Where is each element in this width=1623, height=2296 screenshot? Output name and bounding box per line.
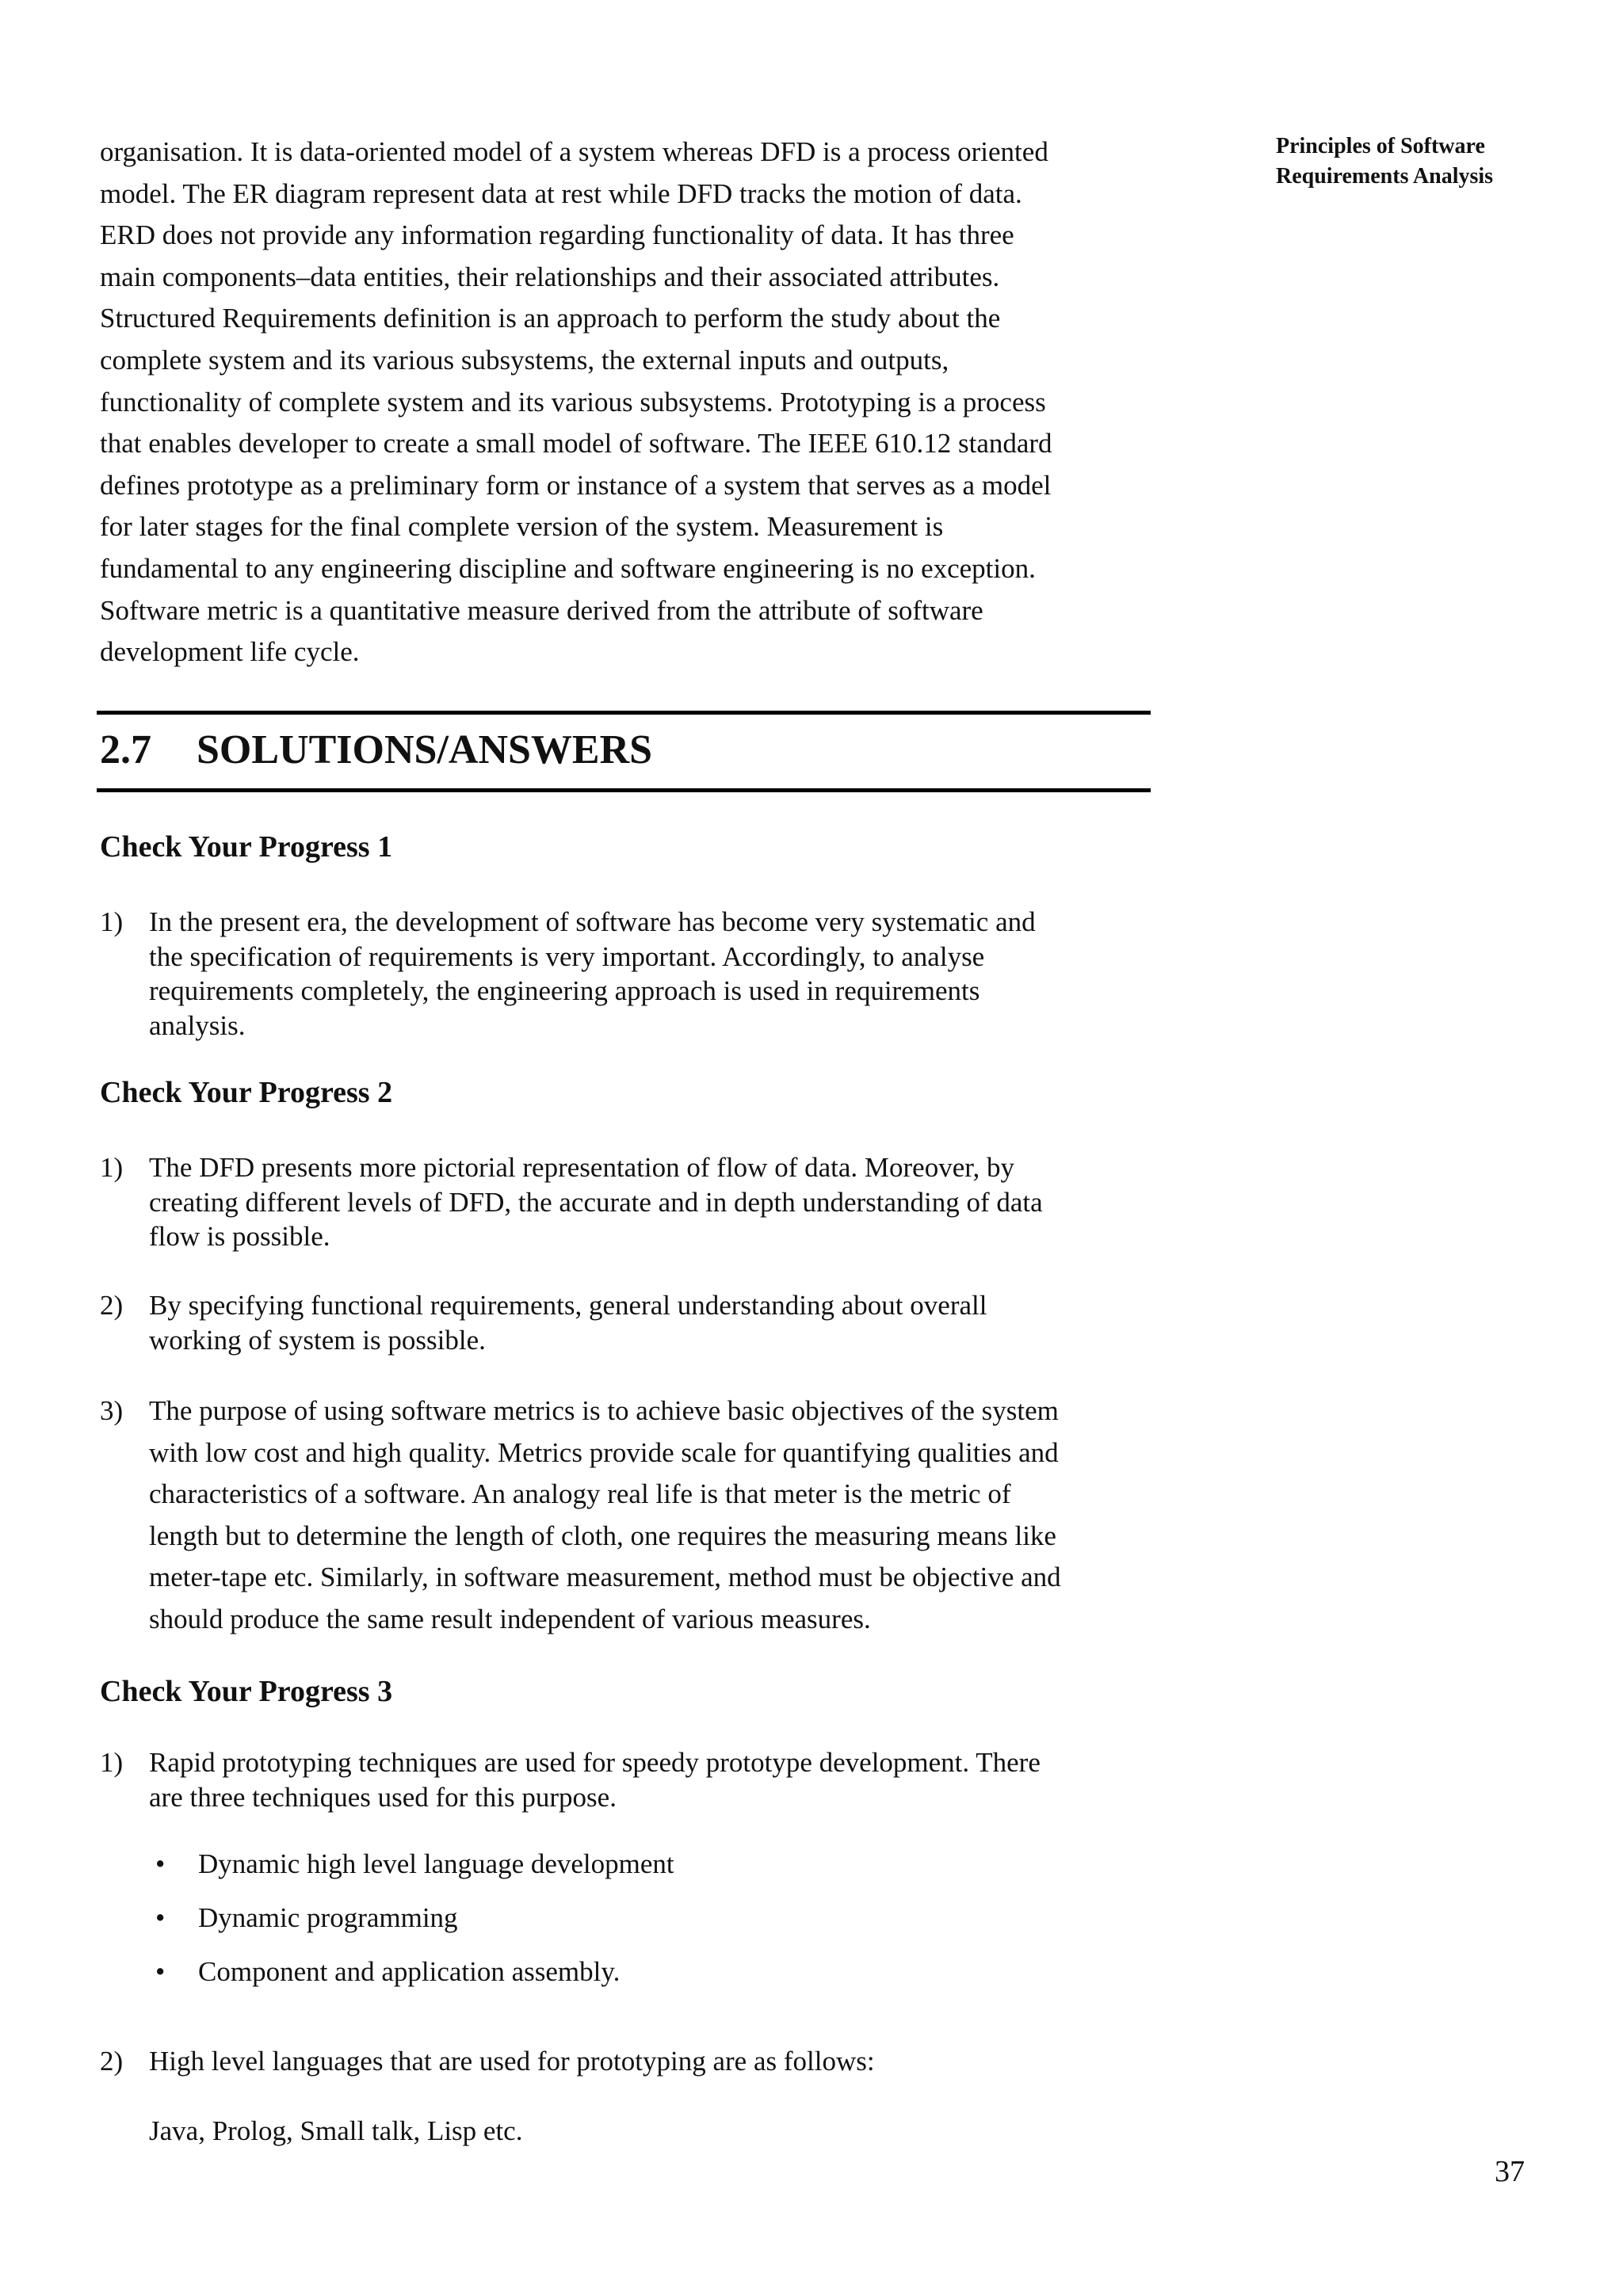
text-line: the specification of requirements is very important. Accordingly, to analyse bbox=[149, 940, 985, 972]
text-line: working of system is possible. bbox=[149, 1324, 486, 1356]
language-list: Java, Prolog, Small talk, Lisp etc. bbox=[149, 2115, 523, 2146]
text-line: main components–data entities, their relationships and their associated attributes. bbox=[100, 261, 1000, 292]
section-title bbox=[100, 725, 652, 776]
text-line: The purpose of using software metrics is to achieve basic objectives of the system bbox=[149, 1395, 1059, 1426]
page-number: 37 bbox=[1495, 2155, 1525, 2188]
text-line: flow is possible. bbox=[149, 1221, 330, 1252]
progress-heading-2: Check Your Progress 2 bbox=[100, 1076, 393, 1109]
bullet-icon: • bbox=[155, 1848, 166, 1879]
running-header-line: Principles of Software bbox=[1276, 134, 1485, 158]
text-line: length but to determine the length of cloth, one requires the measuring means like bbox=[149, 1520, 1056, 1551]
text-line: In the present era, the development of software has become very systematic and bbox=[149, 906, 1036, 937]
text-line: functionality of complete system and its various subsystems. Prototyping is a process bbox=[100, 386, 1046, 418]
section-rule-top bbox=[97, 711, 1151, 715]
text-line: The DFD presents more pictorial representation of flow of data. Moreover, by bbox=[149, 1152, 1015, 1183]
text-line: development life cycle. bbox=[100, 636, 360, 668]
item-body bbox=[149, 2044, 1155, 2079]
text-line: Software metric is a quantitative measure derived from the attribute of software bbox=[100, 594, 983, 626]
text-line: model. The ER diagram represent data at rest while DFD tracks the motion of data. bbox=[100, 177, 1022, 209]
text-line: are three techniques used for this purpose. bbox=[149, 1781, 617, 1813]
progress-heading-1: Check Your Progress 1 bbox=[100, 830, 393, 864]
text-line: fundamental to any engineering discipline and software engineering is no exception. bbox=[100, 552, 1036, 584]
item-body bbox=[149, 905, 1155, 1043]
item-number: 1) bbox=[100, 906, 124, 937]
bullet-icon: • bbox=[155, 1956, 166, 1987]
text-line: complete system and its various subsystems, the external inputs and outputs, bbox=[100, 344, 949, 376]
text-line: By specifying functional requirements, general understanding about overall bbox=[149, 1290, 987, 1321]
item-number: 2) bbox=[100, 1290, 124, 1321]
item-body bbox=[149, 1390, 1155, 1640]
running-header bbox=[1276, 132, 1577, 192]
text-line: with low cost and high quality. Metrics provide scale for quantifying qualities and bbox=[149, 1436, 1059, 1468]
text-line: Structured Requirements definition is an approach to perform the study about the bbox=[100, 303, 1001, 334]
text-line: ERD does not provide any information regarding functionality of data. It has three bbox=[100, 219, 1014, 251]
text-line: characteristics of a software. An analogy real life is that meter is the metric of bbox=[149, 1478, 1011, 1509]
text-line: Rapid prototyping techniques are used for speedy prototype development. There bbox=[149, 1747, 1041, 1778]
running-header-line: Requirements Analysis bbox=[1276, 164, 1494, 189]
text-line: High level languages that are used for prototyping are as follows: bbox=[149, 2046, 875, 2077]
item-body bbox=[149, 1288, 1155, 1357]
section-number: 2.7 bbox=[100, 727, 151, 772]
text-line: meter-tape etc. Similarly, in software measurement, method must be objective and bbox=[149, 1562, 1061, 1592]
text-line: analysis. bbox=[149, 1009, 246, 1041]
item-body bbox=[149, 1150, 1155, 1254]
section-rule-bottom bbox=[97, 788, 1151, 792]
text-line: for later stages for the final complete version of the system. Measurement is bbox=[100, 511, 944, 543]
text-line: organisation. It is data-oriented model of a system whereas DFD is a process oriented bbox=[100, 136, 1048, 167]
intro-paragraph bbox=[100, 132, 1154, 673]
item-number: 1) bbox=[100, 1747, 124, 1778]
item-number: 1) bbox=[100, 1152, 124, 1183]
item-number: 3) bbox=[100, 1395, 124, 1426]
text-line: defines prototype as a preliminary form or instance of a system that serves as a model bbox=[100, 469, 1052, 501]
text-line: should produce the same result independent of various measures. bbox=[149, 1603, 871, 1634]
bullet-icon: • bbox=[155, 1902, 166, 1933]
text-line: creating different levels of DFD, the accurate and in depth understanding of data bbox=[149, 1186, 1043, 1218]
item-body bbox=[149, 1745, 1155, 1814]
section-title-text: SOLUTIONS/ANSWERS bbox=[197, 727, 653, 772]
list-item-text: Component and application assembly. bbox=[198, 1956, 621, 1987]
list-item-text: Dynamic programming bbox=[198, 1902, 458, 1933]
list-item-text: Dynamic high level language development bbox=[198, 1848, 674, 1879]
progress-heading-3: Check Your Progress 3 bbox=[100, 1675, 393, 1708]
text-line: that enables developer to create a small model of software. The IEEE 610.12 standard bbox=[100, 428, 1052, 460]
item-number: 2) bbox=[100, 2046, 124, 2077]
text-line: requirements completely, the engineering approach is used in requirements bbox=[149, 975, 980, 1006]
